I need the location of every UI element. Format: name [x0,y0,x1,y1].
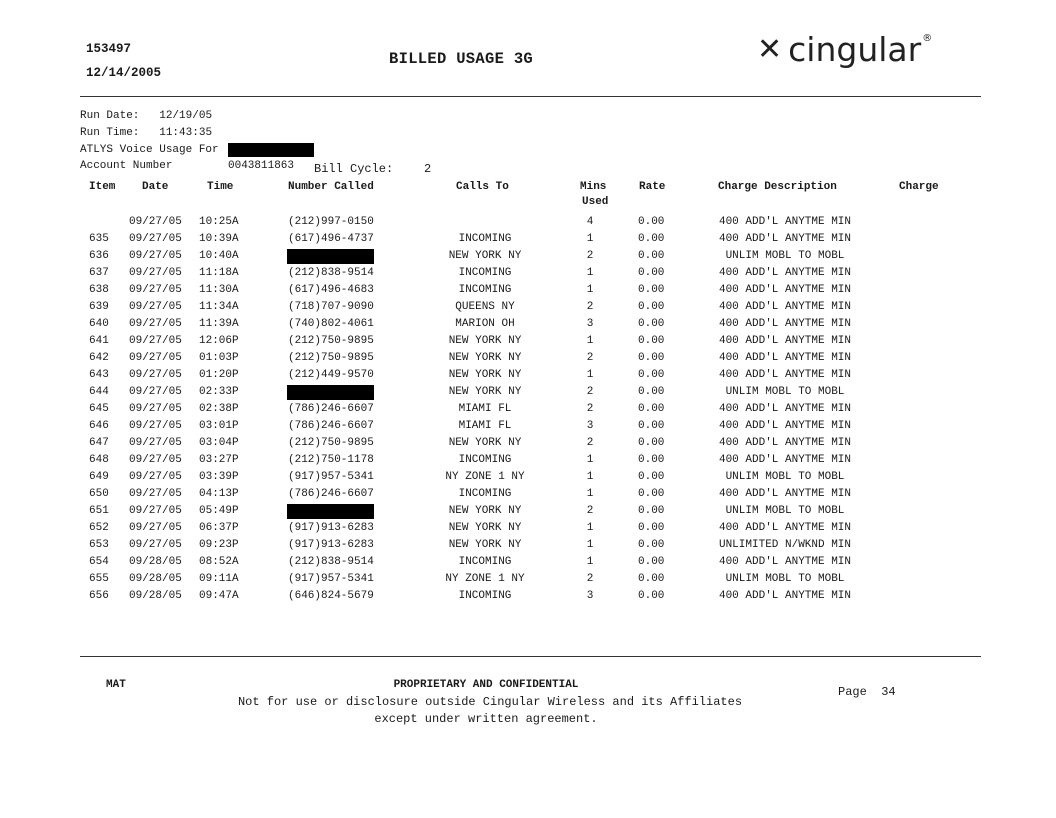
cell-mins: 2 [586,437,594,449]
cell-time: 05:49P [199,505,239,517]
cell-time: 01:20P [199,369,239,381]
cell-mins: 2 [586,505,594,517]
cell-rate: 0.00 [638,420,665,432]
cell-number-called: (212)750-9895 [288,437,374,449]
cell-charge-description: 400 ADD'L ANYTME MIN [718,590,852,602]
cell-mins: 1 [586,556,594,568]
cell-item: 635 [89,233,109,245]
cell-calls-to: MARION OH [455,318,515,330]
cell-mins: 1 [586,335,594,347]
cell-mins: 1 [586,471,594,483]
cell-charge-description: 400 ADD'L ANYTME MIN [718,233,852,245]
cell-rate: 0.00 [638,301,665,313]
cell-item: 653 [89,539,109,551]
run-date-value: 12/19/05 [159,110,213,122]
cell-time: 11:18A [199,267,239,279]
cell-calls-to: NY ZONE 1 NY [445,471,525,483]
cell-calls-to: INCOMING [458,556,512,568]
cell-item: 639 [89,301,109,313]
cell-rate: 0.00 [638,505,665,517]
col-header-item: Item [89,181,116,193]
cell-number-called: (786)246-6607 [288,420,374,432]
cell-charge-description: 400 ADD'L ANYTME MIN [718,267,852,279]
cell-charge-description: 400 ADD'L ANYTME MIN [718,454,852,466]
cell-item: 647 [89,437,109,449]
cell-rate: 0.00 [638,454,665,466]
page-label: Page [838,685,867,699]
footer-confidential-title: PROPRIETARY AND CONFIDENTIAL [393,679,579,691]
cell-rate: 0.00 [638,216,665,228]
cell-calls-to: INCOMING [458,454,512,466]
cell-item: 649 [89,471,109,483]
cell-mins: 1 [586,284,594,296]
account-number-label: Account Number [80,160,173,172]
cell-mins: 1 [586,454,594,466]
cell-time: 09:11A [199,573,239,585]
cell-charge-description: UNLIM MOBL TO MOBL [725,471,845,483]
cell-date: 09/27/05 [129,505,182,517]
cell-time: 06:37P [199,522,239,534]
col-header-calls-to: Calls To [456,181,509,193]
header-divider [80,96,981,97]
cell-time: 11:34A [199,301,239,313]
cell-time: 11:30A [199,284,239,296]
cell-item: 646 [89,420,109,432]
cell-item: 645 [89,403,109,415]
footer-divider [80,656,981,657]
cell-mins: 3 [586,318,594,330]
cell-time: 12:06P [199,335,239,347]
cell-rate: 0.00 [638,284,665,296]
cell-rate: 0.00 [638,573,665,585]
page-number [838,685,896,699]
usage-for-label: ATLYS Voice Usage For [80,144,219,156]
cell-time: 03:27P [199,454,239,466]
cell-item: 643 [89,369,109,381]
cell-time: 01:03P [199,352,239,364]
cell-number-called: (212)750-1178 [288,454,374,466]
cell-date: 09/27/05 [129,335,182,347]
cell-mins: 3 [586,420,594,432]
cell-number-called: (786)246-6607 [288,488,374,500]
cell-rate: 0.00 [638,488,665,500]
cell-item: 644 [89,386,109,398]
cell-item: 642 [89,352,109,364]
cingular-logo [757,30,932,70]
cell-time: 02:33P [199,386,239,398]
cell-charge-description: 400 ADD'L ANYTME MIN [718,301,852,313]
registered-mark: ® [922,33,933,44]
cell-mins: 2 [586,386,594,398]
cell-item: 648 [89,454,109,466]
cell-calls-to: NEW YORK NY [448,386,522,398]
cell-charge-description: 400 ADD'L ANYTME MIN [718,318,852,330]
cell-rate: 0.00 [638,437,665,449]
cell-number-called: (212)838-9514 [288,267,374,279]
cell-item: 637 [89,267,109,279]
cell-mins: 1 [586,233,594,245]
page-number-value: 34 [881,685,896,699]
cell-time: 09:47A [199,590,239,602]
cell-rate: 0.00 [638,539,665,551]
col-header-used: Used [582,196,609,208]
cell-calls-to: NEW YORK NY [448,250,522,262]
account-number-value: 0043811863 [228,160,295,172]
cell-mins: 1 [586,488,594,500]
cell-calls-to: INCOMING [458,488,512,500]
cell-date: 09/27/05 [129,233,182,245]
cell-number-called: (917)957-5341 [288,471,374,483]
cell-time: 04:13P [199,488,239,500]
cell-time: 03:01P [199,420,239,432]
cell-charge-description: UNLIM MOBL TO MOBL [725,505,845,517]
cell-item: 638 [89,284,109,296]
cell-mins: 3 [586,590,594,602]
cell-rate: 0.00 [638,590,665,602]
cell-calls-to: MIAMI FL [458,420,512,432]
cell-charge-description: 400 ADD'L ANYTME MIN [718,284,852,296]
cell-rate: 0.00 [638,250,665,262]
run-date-line [80,110,212,122]
cell-date: 09/28/05 [129,573,182,585]
footer-disclaimer-line2: except under written agreement. [374,712,598,726]
footer-disclaimer-line1: Not for use or disclosure outside Cingular Wireless and its Affiliates [237,695,743,709]
cell-rate: 0.00 [638,471,665,483]
cell-calls-to: NEW YORK NY [448,335,522,347]
cell-rate: 0.00 [638,522,665,534]
col-header-number-called: Number Called [288,181,374,193]
cell-calls-to: INCOMING [458,267,512,279]
cell-mins: 1 [586,539,594,551]
cell-date: 09/27/05 [129,284,182,296]
cell-calls-to: MIAMI FL [458,403,512,415]
cell-time: 10:39A [199,233,239,245]
bill-cycle-value: 2 [424,162,432,176]
cell-rate: 0.00 [638,352,665,364]
cell-mins: 2 [586,301,594,313]
cell-date: 09/27/05 [129,352,182,364]
cell-date: 09/27/05 [129,386,182,398]
cell-mins: 2 [586,573,594,585]
redaction-block [287,385,374,400]
cell-mins: 2 [586,403,594,415]
cell-date: 09/27/05 [129,403,182,415]
cell-time: 10:25A [199,216,239,228]
cell-charge-description: 400 ADD'L ANYTME MIN [718,437,852,449]
cell-rate: 0.00 [638,318,665,330]
cell-calls-to: NEW YORK NY [448,352,522,364]
cell-time: 10:40A [199,250,239,262]
cell-date: 09/27/05 [129,369,182,381]
footer-mat: MAT [106,679,126,691]
cingular-x-icon: ✕ [757,32,783,67]
cell-calls-to: INCOMING [458,233,512,245]
cell-charge-description: 400 ADD'L ANYTME MIN [718,369,852,381]
cell-charge-description: 400 ADD'L ANYTME MIN [718,488,852,500]
cell-calls-to: NEW YORK NY [448,437,522,449]
cell-rate: 0.00 [638,267,665,279]
cell-number-called: (646)824-5679 [288,590,374,602]
cell-charge-description: 400 ADD'L ANYTME MIN [718,352,852,364]
cell-number-called: (917)957-5341 [288,573,374,585]
col-header-charge: Charge [899,181,939,193]
cell-date: 09/27/05 [129,301,182,313]
cell-rate: 0.00 [638,233,665,245]
cell-mins: 2 [586,352,594,364]
cell-item: 656 [89,590,109,602]
cell-number-called: (212)750-9895 [288,335,374,347]
cell-date: 09/27/05 [129,216,182,228]
cell-item: 640 [89,318,109,330]
cell-number-called: (212)750-9895 [288,352,374,364]
cell-item: 651 [89,505,109,517]
redaction-block [287,249,374,264]
cell-date: 09/27/05 [129,420,182,432]
cell-number-called: (617)496-4683 [288,284,374,296]
cell-date: 09/27/05 [129,267,182,279]
cell-time: 03:04P [199,437,239,449]
cell-date: 09/27/05 [129,454,182,466]
cell-calls-to: INCOMING [458,284,512,296]
cell-number-called: (212)449-9570 [288,369,374,381]
cell-date: 09/27/05 [129,437,182,449]
cell-mins: 1 [586,369,594,381]
cell-time: 11:39A [199,318,239,330]
col-header-rate: Rate [639,181,666,193]
cell-charge-description: 400 ADD'L ANYTME MIN [718,522,852,534]
cell-item: 650 [89,488,109,500]
cell-date: 09/27/05 [129,522,182,534]
redaction-block [228,143,314,157]
cell-mins: 1 [586,522,594,534]
cell-time: 09:23P [199,539,239,551]
cell-number-called: (917)913-6283 [288,539,374,551]
cell-rate: 0.00 [638,369,665,381]
cell-number-called: (740)802-4061 [288,318,374,330]
run-date-label: Run Date: [80,110,140,122]
cell-charge-description: UNLIMITED N/WKND MIN [718,539,852,551]
cell-item: 641 [89,335,109,347]
logo-wordmark: cingular [788,30,922,69]
cell-time: 03:39P [199,471,239,483]
cell-date: 09/28/05 [129,556,182,568]
cell-rate: 0.00 [638,403,665,415]
cell-charge-description: 400 ADD'L ANYTME MIN [718,556,852,568]
cell-charge-description: 400 ADD'L ANYTME MIN [718,216,852,228]
cell-rate: 0.00 [638,335,665,347]
cell-date: 09/27/05 [129,318,182,330]
cell-rate: 0.00 [638,386,665,398]
cell-mins: 1 [586,267,594,279]
cell-calls-to: NEW YORK NY [448,522,522,534]
cell-calls-to: INCOMING [458,590,512,602]
col-header-mins: Mins [580,181,607,193]
cell-charge-description: 400 ADD'L ANYTME MIN [718,403,852,415]
cell-mins: 4 [586,216,594,228]
cell-calls-to: NEW YORK NY [448,505,522,517]
cell-item: 654 [89,556,109,568]
cell-calls-to: NEW YORK NY [448,369,522,381]
col-header-time: Time [207,181,234,193]
col-header-date: Date [142,181,169,193]
cell-number-called: (212)997-0150 [288,216,374,228]
cell-number-called: (212)838-9514 [288,556,374,568]
cell-rate: 0.00 [638,556,665,568]
redaction-block [287,504,374,519]
run-time-line [80,127,212,139]
run-time-value: 11:43:35 [159,127,213,139]
cell-mins: 2 [586,250,594,262]
cell-number-called: (786)246-6607 [288,403,374,415]
cell-time: 02:38P [199,403,239,415]
cell-number-called: (617)496-4737 [288,233,374,245]
cell-date: 09/27/05 [129,488,182,500]
document-id: 153497 [86,42,132,56]
cell-item: 652 [89,522,109,534]
bill-cycle-label: Bill Cycle: [314,162,394,176]
cell-number-called: (718)707-9090 [288,301,374,313]
col-header-charge-description: Charge Description [718,181,837,193]
cell-date: 09/27/05 [129,539,182,551]
cell-item: 655 [89,573,109,585]
cell-item: 636 [89,250,109,262]
cell-charge-description: 400 ADD'L ANYTME MIN [718,420,852,432]
cell-charge-description: 400 ADD'L ANYTME MIN [718,335,852,347]
cell-time: 08:52A [199,556,239,568]
cell-charge-description: UNLIM MOBL TO MOBL [725,573,845,585]
cell-charge-description: UNLIM MOBL TO MOBL [725,386,845,398]
page-title: BILLED USAGE 3G [389,50,534,68]
cell-calls-to: QUEENS NY [455,301,515,313]
cell-calls-to: NY ZONE 1 NY [445,573,525,585]
cell-date: 09/27/05 [129,471,182,483]
cell-date: 09/27/05 [129,250,182,262]
run-time-label: Run Time: [80,127,140,139]
cell-date: 09/28/05 [129,590,182,602]
cell-charge-description: UNLIM MOBL TO MOBL [725,250,845,262]
document-date: 12/14/2005 [86,66,162,80]
cell-calls-to: NEW YORK NY [448,539,522,551]
cell-number-called: (917)913-6283 [288,522,374,534]
